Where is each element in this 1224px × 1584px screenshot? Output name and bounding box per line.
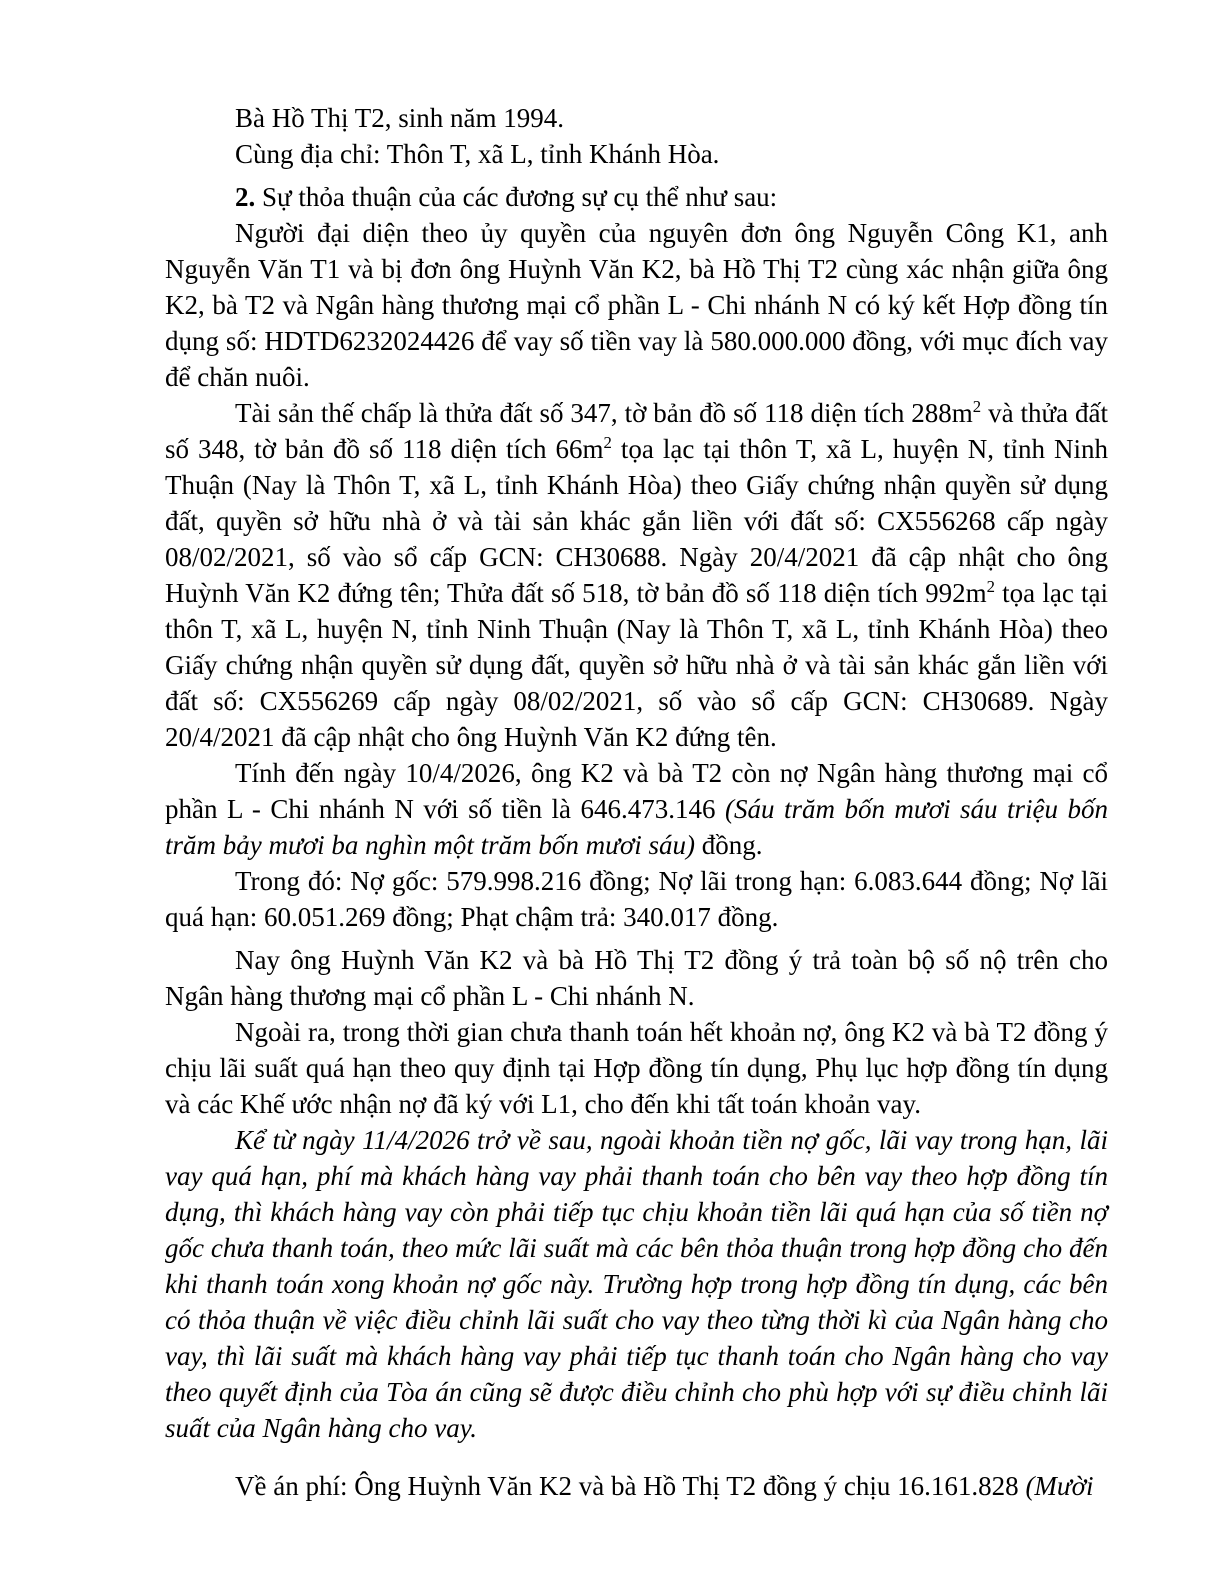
collateral-paragraph xyxy=(165,395,1108,755)
debt-total-paragraph xyxy=(165,755,1108,863)
text-run: Tài sản thế chấp là thửa đất số 347, tờ bản đồ số 118 diện tích 288m xyxy=(235,398,973,428)
superscript-text-run: 2 xyxy=(972,397,982,416)
text-run: 2. xyxy=(235,182,256,212)
text-run: Sự thỏa thuận của các đương sự cụ thể như sau: xyxy=(255,182,778,212)
text-run: Trong đó: Nợ gốc: 579.998.216 đồng; Nợ lãi trong hạn: 6.083.644 đồng; Nợ lãi quá hạn: 60.051.269 đồng; Phạt chậm trả: 340.017 đồng. xyxy=(165,866,1108,932)
text-run: đồng. xyxy=(695,830,763,860)
text-run: Kể từ ngày 11/4/2026 trở về sau, ngoài khoản tiền nợ gốc, lãi vay trong hạn, lãi vay quá hạn, phí mà khách hàng vay phải thanh toán cho bên vay theo hợp đồng tín dụng, thì khách hàng vay còn phải tiếp tục chịu khoản tiền lãi quá hạn của số tiền nợ gốc chưa thanh toán, theo mức lãi suất mà các bên thỏa thuận trong hợp đồng cho đến khi thanh toán xong khoản nợ gốc này. Trường hợp trong hợp đồng tín dụng, các bên có thỏa thuận về việc điều chỉnh lãi suất cho vay theo từng thời kì của Ngân hàng cho vay, thì lãi suất mà khách hàng vay phải tiếp tục thanh toán cho Ngân hàng cho vay theo quyết định của Tòa án cũng sẽ được điều chỉnh cho phù hợp với sự điều chỉnh lãi suất của Ngân hàng cho vay. xyxy=(165,1125,1108,1443)
text-run: Bà Hồ Thị T2, sinh năm 1994. xyxy=(235,103,564,133)
superscript-text-run: 2 xyxy=(986,577,995,596)
overdue-interest-paragraph xyxy=(165,1014,1108,1122)
text-run: tọa lạc tại thôn T, xã L, huyện N, tỉnh Ninh Thuận (Nay là Thôn T, xã L, tỉnh Khánh Hòa) theo Giấy chứng nhận quyền sử dụng đất, quyền sở hữu nhà ở và tài sản khác gắn liền với đất số: CX556268 cấp ngày 08/02/2021, số vào sổ cấp GCN: CH30688. Ngày 20/4/2021 đã cập nhật cho ông Huỳnh Văn K2 đứng tên; Thửa đất số 518, tờ bản đồ số 118 diện tích 992m xyxy=(165,434,1109,608)
text-run: (Sáu trăm bốn mươi sáu triệu bốn trăm bảy mươi ba nghìn một trăm bốn mươi sáu) xyxy=(165,794,1109,860)
text-run: tọa lạc tại thôn T, xã L, huyện N, tỉnh Ninh Thuận (Nay là Thôn T, xã L, tỉnh Khánh Hòa) theo Giấy chứng nhận quyền sử dụng đất, quyền sở hữu nhà ở và tài sản khác gắn liền với đất số: CX556269 cấp ngày 08/02/2021, số vào sổ cấp GCN: CH30689. Ngày 20/4/2021 đã cập nhật cho ông Huỳnh Văn K2 đứng tên. xyxy=(165,578,1108,752)
agreement-confirmation-paragraph xyxy=(165,215,1108,395)
repayment-agreement-paragraph xyxy=(165,942,1108,1014)
address-line xyxy=(165,136,1108,172)
superscript-text-run: 2 xyxy=(603,433,612,452)
future-interest-paragraph xyxy=(165,1122,1108,1446)
debt-breakdown-paragraph xyxy=(165,863,1108,935)
party-info-line xyxy=(165,100,1108,136)
text-run: Cùng địa chỉ: Thôn T, xã L, tỉnh Khánh Hòa. xyxy=(235,139,720,169)
text-run: Tính đến ngày 10/4/2026, ông K2 và bà T2 còn nợ Ngân hàng thương mại cổ phần L - Chi nhánh N với số tiền là 646.473.146 xyxy=(165,758,1108,824)
text-run: Ngoài ra, trong thời gian chưa thanh toán hết khoản nợ, ông K2 và bà T2 đồng ý chịu lãi suất quá hạn theo quy định tại Hợp đồng tín dụng, Phụ lục hợp đồng tín dụng và các Khế ước nhận nợ đã ký với L1, cho đến khi tất toán khoản vay. xyxy=(165,1017,1108,1119)
text-run: Nay ông Huỳnh Văn K2 và bà Hồ Thị T2 đồng ý trả toàn bộ số nộ trên cho Ngân hàng thương mại cổ phần L - Chi nhánh N. xyxy=(165,945,1108,1011)
text-run: Về án phí: Ông Huỳnh Văn K2 và bà Hồ Thị T2 đồng ý chịu 16.161.828 xyxy=(235,1471,1026,1501)
section-2-heading xyxy=(165,179,1108,215)
text-run: Người đại diện theo ủy quyền của nguyên đơn ông Nguyễn Công K1, anh Nguyễn Văn T1 và bị đơn ông Huỳnh Văn K2, bà Hồ Thị T2 cùng xác nhận giữa ông K2, bà T2 và Ngân hàng thương mại cổ phần L - Chi nhánh N có ký kết Hợp đồng tín dụng số: HDTD6232024426 để vay số tiền vay là 580.000.000 đồng, với mục đích vay để chăn nuôi. xyxy=(165,218,1108,392)
court-fee-paragraph xyxy=(165,1468,1108,1504)
text-run: (Mười xyxy=(1025,1471,1094,1501)
text-run: và thửa đất số 348, tờ bản đồ số 118 diện tích 66m xyxy=(165,398,1108,464)
document-body xyxy=(165,100,1108,1504)
